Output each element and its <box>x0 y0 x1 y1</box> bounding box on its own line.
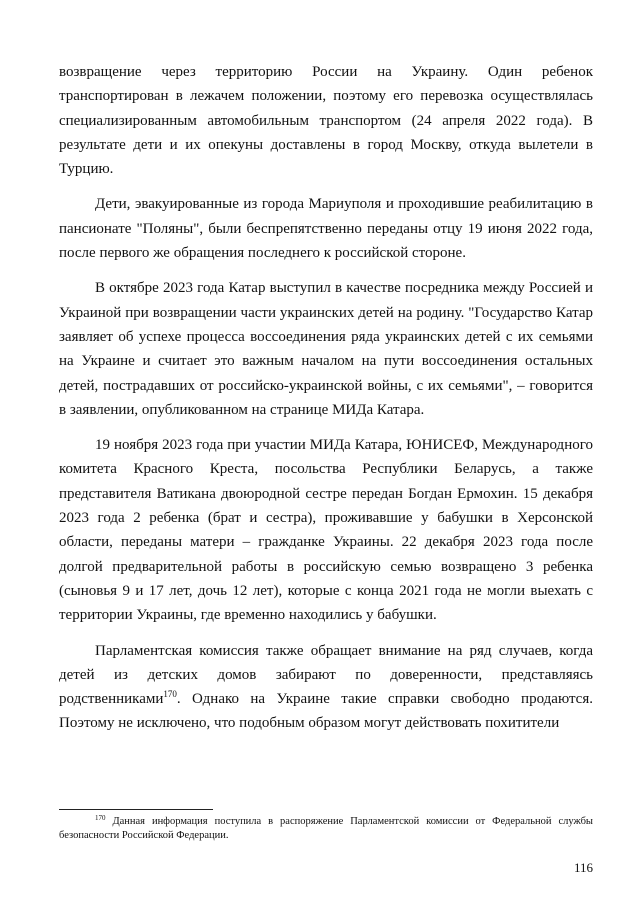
footnote-separator <box>59 809 213 810</box>
footnote <box>59 815 593 843</box>
footnote-reference: 170 <box>163 689 177 700</box>
paragraph-2: Дети, эвакуированные из города Мариуполя и проходившие реабилитацию в пансионате "Поляны", были беспрепятственно переданы отцу 19 июня 2022 года, после первого же обращения последнего к российской стороне. <box>59 196 593 262</box>
paragraph-1: возвращение через территорию России на Украину. Один ребенок транспортирован в лежачем положении, поэтому его перевозка осуществлялась специализированным автомобильным транспортом (24 апреля 2022 года). В результате дети и их опекуны доставлены в город Москву, откуда вылетели в Турцию. <box>59 64 593 178</box>
footnote-text: Данная информация поступила в распоряжение Парламентской комиссии от Федеральной службы безопасности Российской Федерации. <box>59 816 593 841</box>
body-text <box>59 60 593 736</box>
paragraph-3: В октябре 2023 года Катар выступил в качестве посредника между Россией и Украиной при возвращении части украинских детей на родину. "Государство Катар заявляет об успехе процесса воссоединения ряда украинских детей с их семьями на Украине и считает это важным началом на пути воссоединения остальных детей, пострадавших от российско-украинской войны, с их семьями", – говорится в заявлении, опубликованном на странице МИДа Катара. <box>59 280 593 418</box>
paragraph-5-end: . Однако на Украине такие справки свободно продаются. Поэтому не исключено, что подобным образом могут действовать похитители <box>59 691 593 732</box>
paragraph-4: 19 ноября 2023 года при участии МИДа Катара, ЮНИСЕФ, Международного комитета Красного Креста, посольства Республики Беларусь, а также представителя Ватикана двоюродной сестре передан Богдан Ермохин. 15 декабря 2023 года 2 ребенка (брат и сестра), проживавшие у бабушки в Херсонской области, переданы матери – гражданке Украины. 22 декабря 2023 года после долгой предварительной работы в российскую семью возвращено 3 ребенка (сыновья 9 и 17 лет, дочь 12 лет), которые с конца 2021 года не могли выехать с территории Украины, где временно находились у бабушки. <box>59 437 593 624</box>
footnote-number: 170 <box>95 814 106 822</box>
paragraph-5 <box>59 639 593 736</box>
paragraph-5-start: Парламентская комиссия также обращает внимание на ряд случаев, когда детей из детских домов забирают по доверенности, представляясь родственниками <box>59 642 593 708</box>
page-number: 116 <box>573 860 593 875</box>
